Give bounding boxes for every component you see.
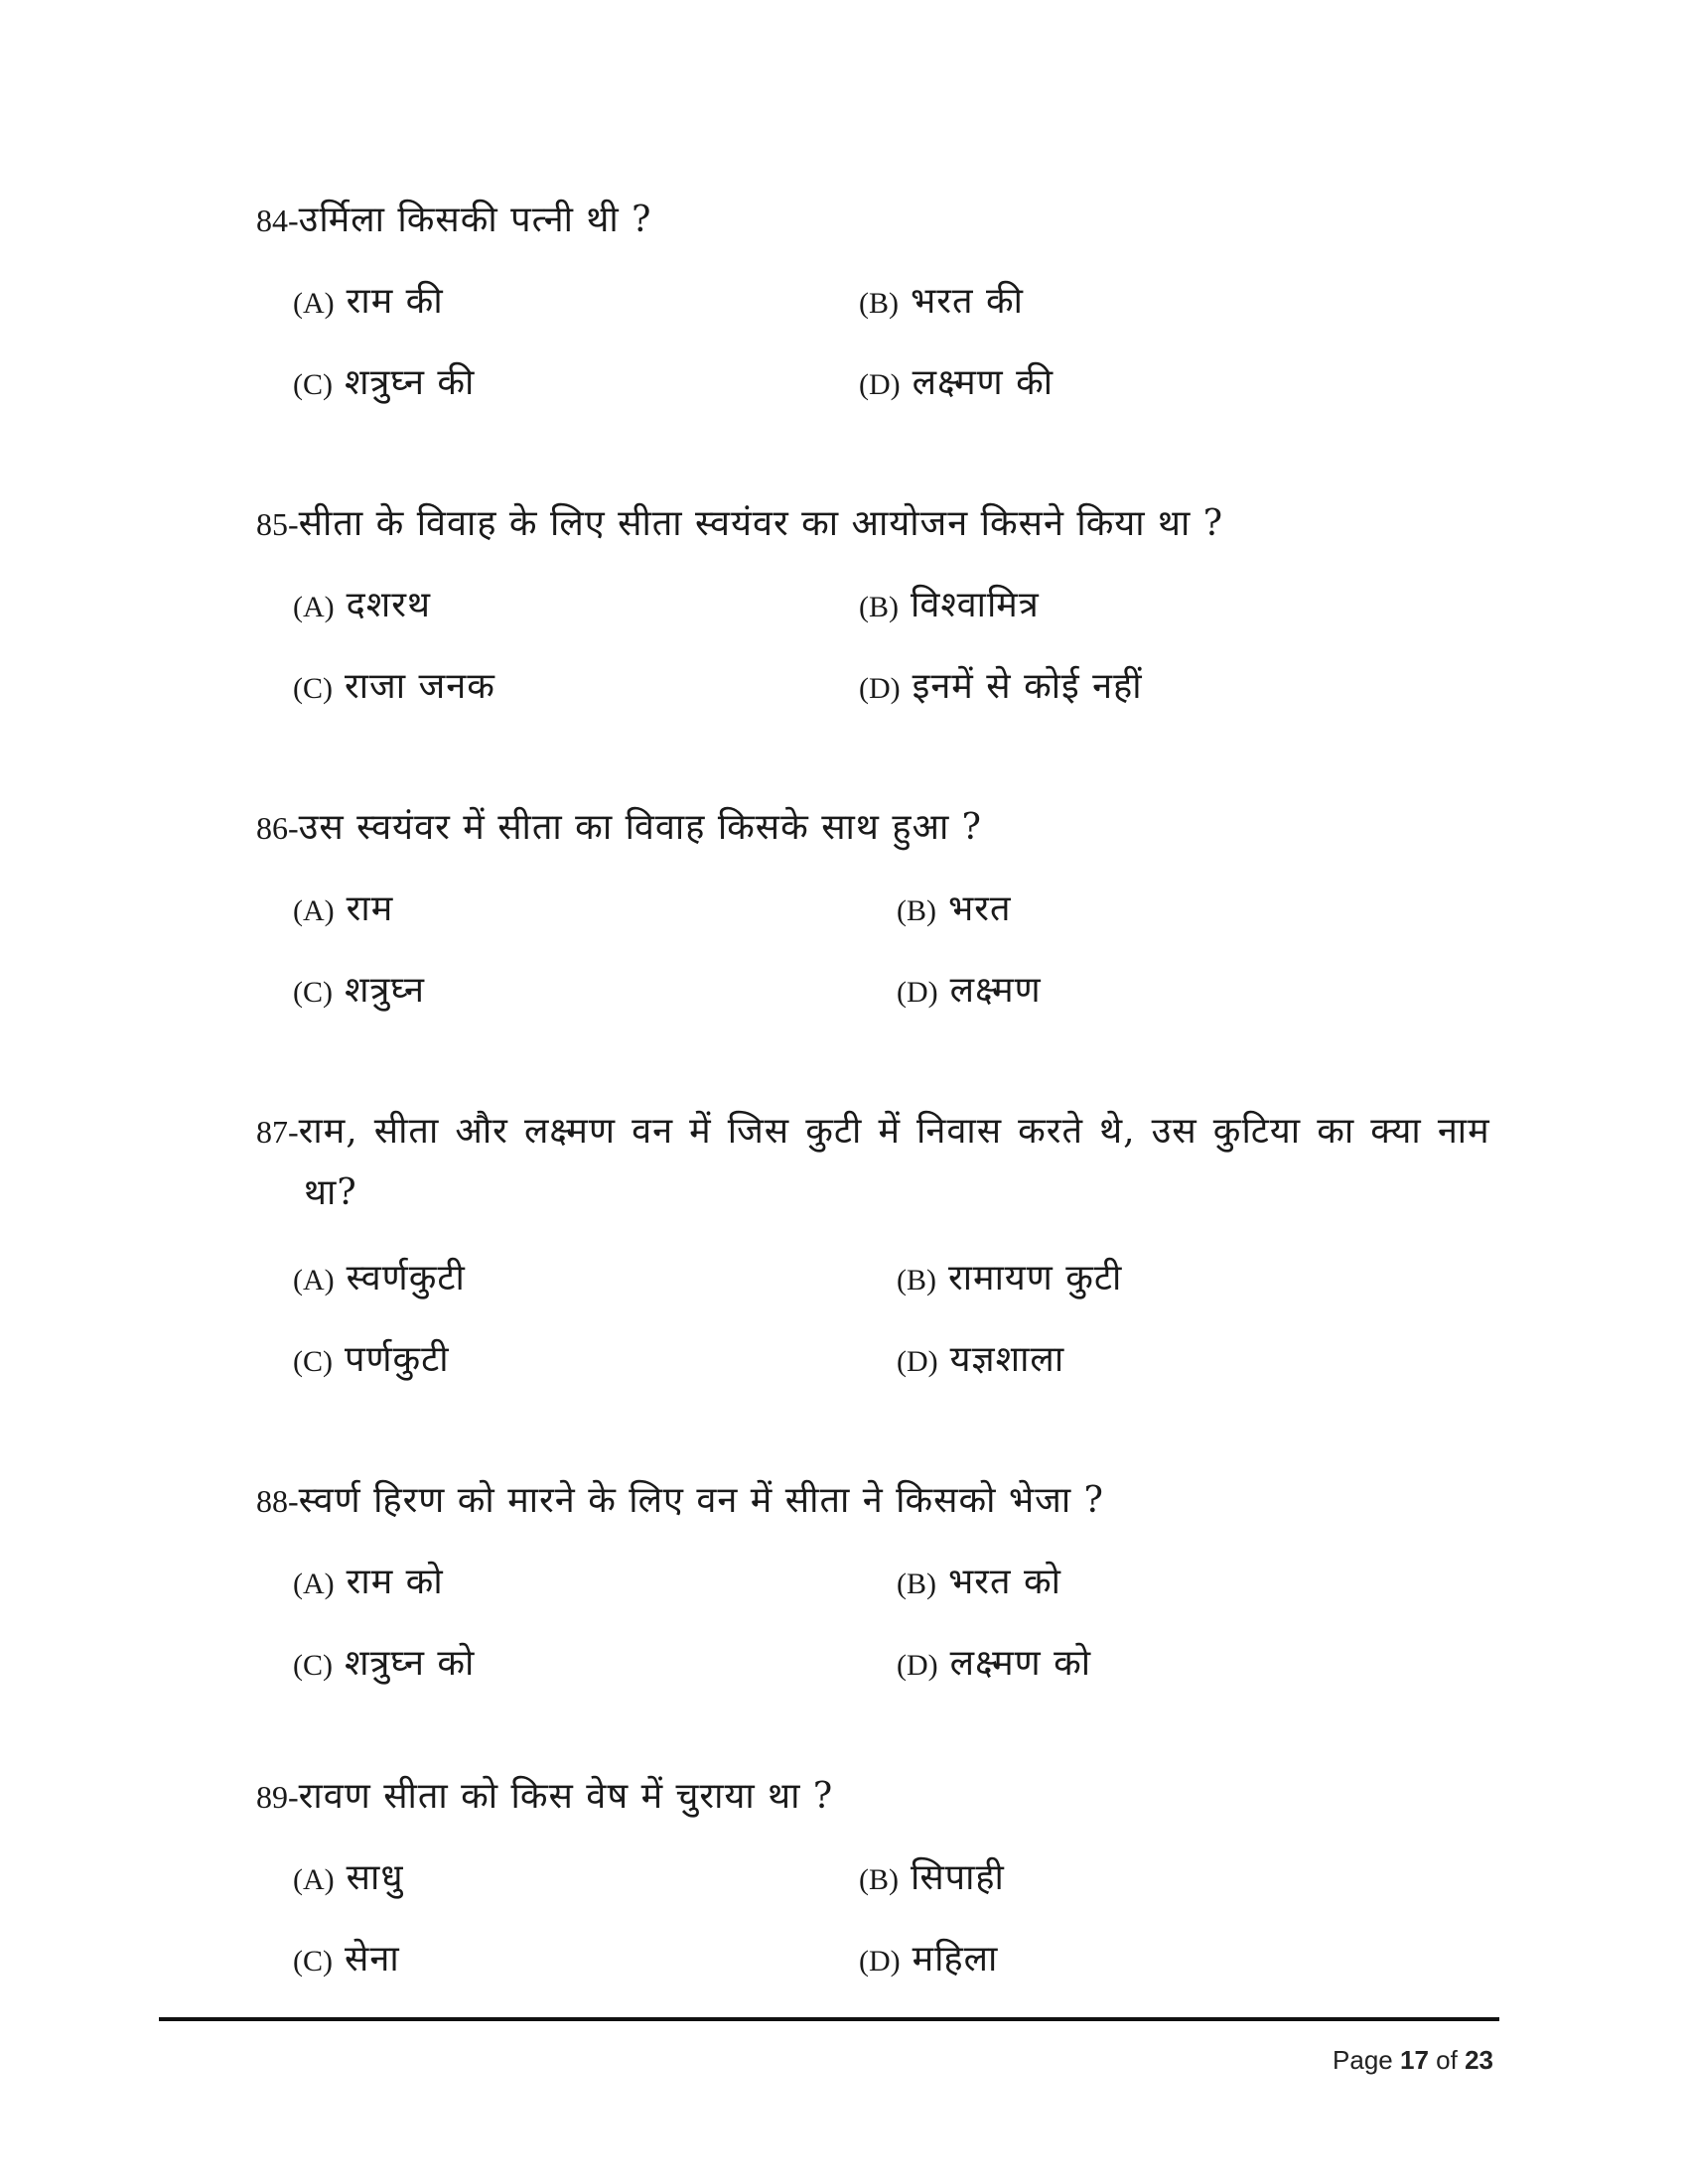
footer-divider [159,2017,1499,2021]
page-label: Page [1333,2045,1393,2075]
question-number: 89- [256,1779,299,1815]
question-line [256,1477,1497,1525]
question-text: राम, सीता और लक्ष्मण वन में जिस कुटी में निवास करते थे, उस कुटिया का क्या नाम [298,1111,1490,1152]
option-text: सेना [345,1939,400,1979]
option-a [293,1559,444,1608]
question-number: 87- [256,1114,299,1150]
question-text: उर्मिला किसकी पत्नी थी ? [298,200,652,240]
option-text: दशरथ [346,585,431,625]
option-letter: (A) [293,287,335,320]
question-line [256,1108,1497,1156]
question-line [256,804,1497,852]
option-d [897,1336,1064,1386]
question-text: स्वर्ण हिरण को मारने के लिए वन में सीता ने किसको भेजा ? [298,1480,1104,1521]
option-d [897,967,1042,1017]
option-letter: (D) [897,976,938,1009]
current-page: 17 [1400,2045,1429,2075]
option-text: लक्ष्मण [949,970,1042,1011]
question-line [256,1773,1497,1821]
question-line [256,197,1497,244]
option-c [293,1640,475,1690]
option-c [293,967,425,1017]
option-a [293,1255,466,1304]
option-b [897,886,1012,935]
option-letter: (A) [293,894,335,927]
question-84 [256,197,1497,244]
option-d [859,663,1143,713]
option-text: भरत [948,888,1012,929]
option-letter: (C) [293,1945,333,1978]
option-text: विश्वामित्र [911,585,1040,625]
option-b [859,1854,1005,1904]
option-text: सिपाही [911,1857,1005,1898]
option-text: भरत की [911,281,1024,322]
option-text: साधु [346,1857,404,1898]
option-text: लक्ष्मण को [949,1643,1092,1684]
question-text: रावण सीता को किस वेष में चुराया था ? [298,1776,834,1817]
option-a [293,1854,403,1904]
option-a [293,886,393,935]
question-text: उस स्वयंवर में सीता का विवाह किसके साथ हुआ ? [298,807,982,848]
option-letter: (B) [897,1264,936,1297]
option-letter: (C) [293,976,333,1009]
option-text: राजा जनक [345,666,495,707]
option-letter: (B) [859,287,899,320]
option-c [293,1336,450,1386]
option-letter: (C) [293,1649,333,1682]
option-c [293,663,495,713]
option-text: भरत को [948,1562,1061,1602]
question-number: 86- [256,810,299,846]
option-d [859,359,1054,409]
page-number [1333,2045,1493,2076]
option-letter: (C) [293,368,333,401]
option-text: शत्रुघ्न [345,970,425,1011]
question-number: 84- [256,203,299,238]
option-d [859,1936,998,1985]
option-text: शत्रुघ्न की [345,362,476,403]
option-letter: (D) [859,368,901,401]
option-a [293,582,431,631]
option-letter: (A) [293,591,335,623]
option-c [293,1936,400,1985]
option-b [859,582,1040,631]
option-text: यज्ञशाला [949,1339,1065,1380]
option-letter: (B) [859,1863,899,1896]
question-number: 88- [256,1483,299,1519]
option-text: इनमें से कोई नहीं [912,666,1143,707]
option-letter: (D) [859,672,901,705]
question-text-continued: था? [304,1172,357,1213]
question-88 [256,1477,1497,1525]
option-letter: (D) [897,1345,938,1378]
option-b [897,1559,1061,1608]
option-text: पर्णकुटी [345,1339,450,1380]
option-letter: (D) [897,1649,938,1682]
total-pages: 23 [1465,2045,1493,2075]
option-b [859,278,1024,328]
option-letter: (D) [859,1945,901,1978]
option-a [293,278,444,328]
option-d [897,1640,1091,1690]
option-c [293,359,475,409]
question-number: 85- [256,506,299,542]
option-text: लक्ष्मण की [912,362,1055,403]
question-86 [256,804,1497,852]
option-text: शत्रुघ्न को [345,1643,476,1684]
option-letter: (A) [293,1264,335,1297]
question-text: सीता के विवाह के लिए सीता स्वयंवर का आयोजन किसने किया था ? [298,503,1224,544]
question-87 [256,1108,1497,1217]
option-text: राम को [346,1562,444,1602]
option-text: रामायण कुटी [948,1258,1123,1298]
option-letter: (A) [293,1568,335,1600]
option-text: राम की [346,281,444,322]
option-letter: (C) [293,672,333,705]
option-letter: (B) [897,894,936,927]
question-85 [256,500,1497,548]
option-text: स्वर्णकुटी [346,1258,466,1298]
option-letter: (A) [293,1863,335,1896]
option-letter: (C) [293,1345,333,1378]
option-text: राम [346,888,394,929]
option-letter: (B) [897,1568,936,1600]
option-letter: (B) [859,591,899,623]
option-text: महिला [912,1939,999,1979]
question-89 [256,1773,1497,1821]
question-line [256,500,1497,548]
option-b [897,1255,1122,1304]
of-label: of [1436,2045,1458,2075]
